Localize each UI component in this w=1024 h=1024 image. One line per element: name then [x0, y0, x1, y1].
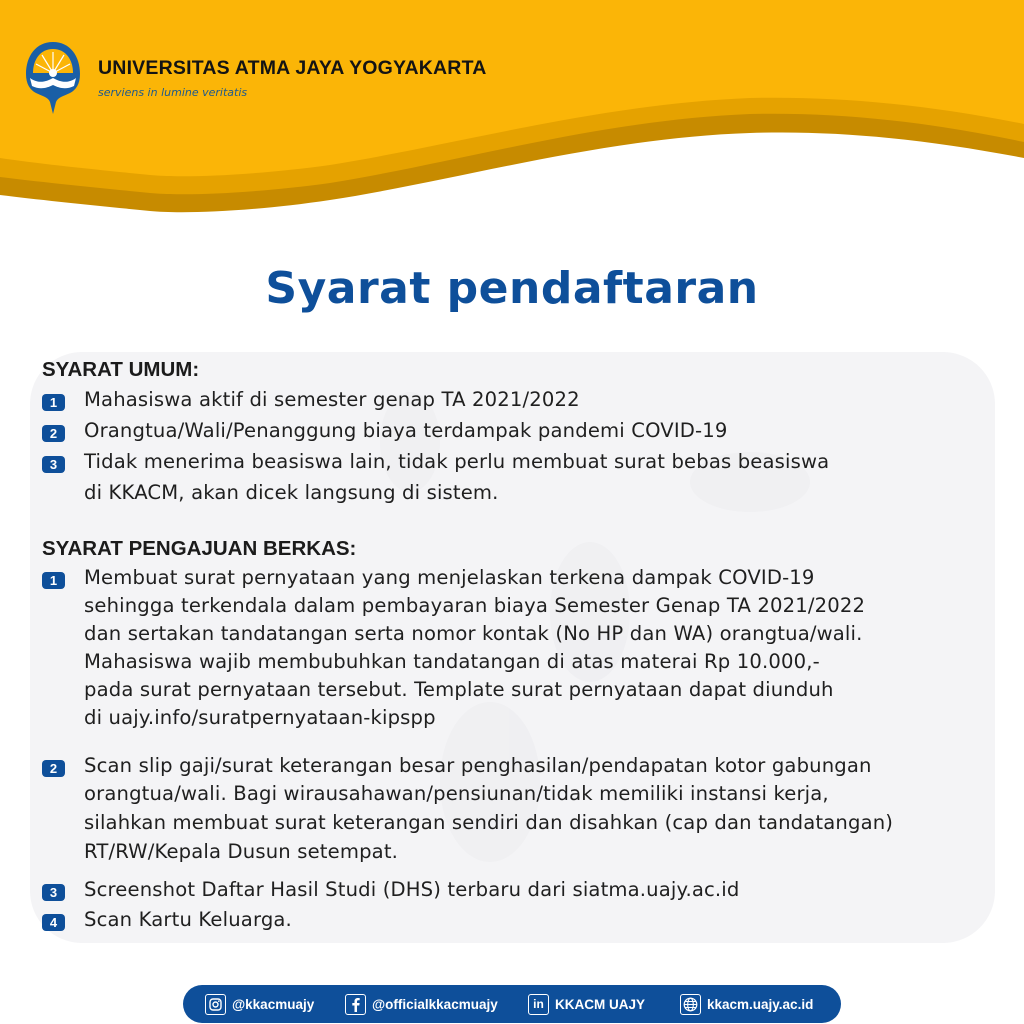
website-url: kkacm.uajy.ac.id [707, 996, 814, 1012]
instagram-handle: @kkacmuajy [232, 996, 315, 1012]
document-item-2-line-1: Scan slip gaji/surat keterangan besar penghasilan/pendapatan kotor gabungan [84, 754, 872, 777]
document-item-1-line-3: dan sertakan tandatangan serta nomor kontak (No HP dan WA) orangtua/wali. [84, 622, 863, 645]
page-title: Syarat pendaftaran [265, 263, 759, 314]
instagram-link[interactable] [205, 993, 314, 1015]
social-footer-bar [183, 985, 841, 1023]
document-item-1-line-5: pada surat pernyataan tersebut. Template surat pernyataan dapat diunduh [84, 678, 834, 701]
linkedin-icon: in [528, 994, 549, 1015]
header-wave-background [0, 0, 1024, 240]
facebook-icon [345, 994, 366, 1015]
document-item-3-line: Screenshot Daftar Hasil Studi (DHS) terbaru dari siatma.uajy.ac.id [84, 878, 740, 901]
general-item-3-line-1: Tidak menerima beasiswa lain, tidak perlu membuat surat bebas beasiswa [84, 450, 830, 473]
document-item-1-line-4: Mahasiswa wajib membubuhkan tandatangan di atas materai Rp 10.000,- [84, 650, 820, 673]
document-requirements-heading: SYARAT PENGAJUAN BERKAS: [42, 537, 357, 560]
globe-icon [680, 994, 701, 1015]
general-item-3-line-2: di KKACM, akan dicek langsung di sistem. [84, 481, 499, 504]
number-badge: 3 [42, 456, 65, 473]
document-item-2-line-2: orangtua/wali. Bagi wirausahawan/pensiunan/tidak memiliki instansi kerja, [84, 782, 829, 805]
document-item-2-line-3: silahkan membuat surat keterangan sendiri dan disahkan (cap dan tandatangan) [84, 811, 894, 834]
uajy-crest-logo [24, 40, 82, 116]
facebook-link[interactable] [345, 993, 498, 1015]
number-badge: 3 [42, 884, 65, 901]
general-requirements-heading: SYARAT UMUM: [42, 358, 200, 381]
general-item-1-line: Mahasiswa aktif di semester genap TA 2021/2022 [84, 388, 580, 411]
number-badge: 2 [42, 760, 65, 777]
document-item-2-line-4: RT/RW/Kepala Dusun setempat. [84, 840, 399, 863]
number-badge: 2 [42, 425, 65, 442]
general-item-2-line: Orangtua/Wali/Penanggung biaya terdampak pandemi COVID-19 [84, 419, 728, 442]
instagram-icon [205, 994, 226, 1015]
number-badge: 1 [42, 394, 65, 411]
number-badge: 4 [42, 914, 65, 931]
university-name: UNIVERSITAS ATMA JAYA YOGYAKARTA [98, 57, 487, 79]
document-item-1-line-1: Membuat surat pernyataan yang menjelaskan terkena dampak COVID-19 [84, 566, 815, 589]
facebook-handle: @officialkkacmuajy [372, 996, 498, 1012]
linkedin-name: KKACM UAJY [555, 996, 646, 1012]
linkedin-link[interactable] [528, 993, 645, 1015]
document-item-4-line: Scan Kartu Keluarga. [84, 908, 292, 931]
website-link[interactable] [680, 993, 813, 1015]
university-tagline: serviens in lumine veritatis [98, 86, 248, 99]
number-badge: 1 [42, 572, 65, 589]
document-item-1-line-6: di uajy.info/suratpernyataan-kipspp [84, 706, 436, 729]
document-item-1-line-2: sehingga terkendala dalam pembayaran biaya Semester Genap TA 2021/2022 [84, 594, 866, 617]
